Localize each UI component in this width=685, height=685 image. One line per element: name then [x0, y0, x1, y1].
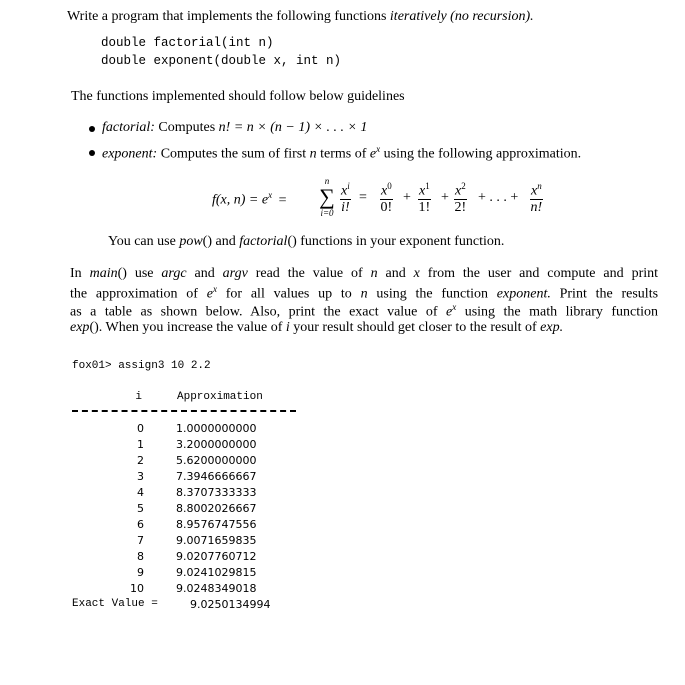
- bullet-dot: [89, 126, 95, 132]
- bullet-factorial: factorial: Computes n! = n × (n − 1) × . . . × 1: [102, 120, 368, 135]
- bullet-dot: [89, 150, 95, 156]
- row-approximation: 9.0248349018: [176, 582, 257, 595]
- pow-note: You can use pow() and factorial() functions in your exponent function.: [108, 234, 505, 249]
- row-approximation: 9.0071659835: [176, 534, 257, 547]
- main-paragraph-line-2: the approximation of $e^x$ for all values up to n using the function exponent. Print the results: [70, 284, 659, 302]
- row-index: 5: [137, 502, 144, 515]
- row-index: 6: [137, 518, 144, 531]
- guidelines-heading: The functions implemented should follow below guidelines: [71, 89, 405, 104]
- main-paragraph-line-1: In main() use argc and argv read the value of n and x from the user and compute and print: [70, 266, 659, 281]
- row-approximation: 7.3946666667: [176, 470, 257, 483]
- row-index: 8: [137, 550, 144, 563]
- command-line: fox01> assign3 10 2.2: [72, 360, 211, 372]
- row-approximation: 8.8002026667: [176, 502, 257, 515]
- table-header-i: i: [135, 391, 142, 403]
- fraction-term-1: $\frac{x^1}{1!}$: [418, 181, 431, 215]
- summation-symbol: n ∑ i=0: [319, 176, 335, 218]
- row-approximation: 1.0000000000: [176, 422, 257, 435]
- row-index: 4: [137, 486, 144, 499]
- row-index: 0: [137, 422, 144, 435]
- signature-exponent: double exponent(double x, int n): [101, 54, 342, 68]
- table-divider: [72, 410, 296, 412]
- fraction-term-2: $\frac{x^2}{2!}$: [454, 181, 467, 215]
- signature-factorial: double factorial(int n): [101, 36, 274, 50]
- fraction-general: $\frac{x^i}{i!}$: [341, 181, 350, 215]
- exact-value: 9.0250134994: [190, 598, 271, 611]
- exact-value-label: Exact Value =: [72, 598, 158, 610]
- fraction-term-n: $\frac{x^n}{n!}$: [530, 181, 543, 215]
- row-index: 1: [137, 438, 144, 451]
- row-approximation: 3.2000000000: [176, 438, 257, 451]
- table-header-approximation: Approximation: [177, 391, 263, 403]
- row-approximation: 9.0207760712: [176, 550, 257, 563]
- row-index: 7: [137, 534, 144, 547]
- row-index: 3: [137, 470, 144, 483]
- task-intro: Write a program that implements the following functions iteratively (no recursion).: [67, 9, 534, 24]
- row-approximation: 8.3707333333: [176, 486, 257, 499]
- row-approximation: 8.9576747556: [176, 518, 257, 531]
- main-paragraph-line-3: as a table as shown below. Also, print the exact value of $e^x$ using the math library function: [70, 302, 659, 320]
- fraction-term-0: $\frac{x^0}{0!}$: [380, 181, 393, 215]
- row-index: 2: [137, 454, 144, 467]
- row-index: 10: [130, 582, 144, 595]
- bullet-exponent: exponent: Computes the sum of first n terms of $e^x$ using the following approximation.: [102, 144, 582, 162]
- row-approximation: 9.0241029815: [176, 566, 257, 579]
- row-index: 9: [137, 566, 144, 579]
- main-paragraph-line-4: exp(). When you increase the value of i your result should get closer to the result of exp.: [70, 320, 564, 335]
- row-approximation: 5.6200000000: [176, 454, 257, 467]
